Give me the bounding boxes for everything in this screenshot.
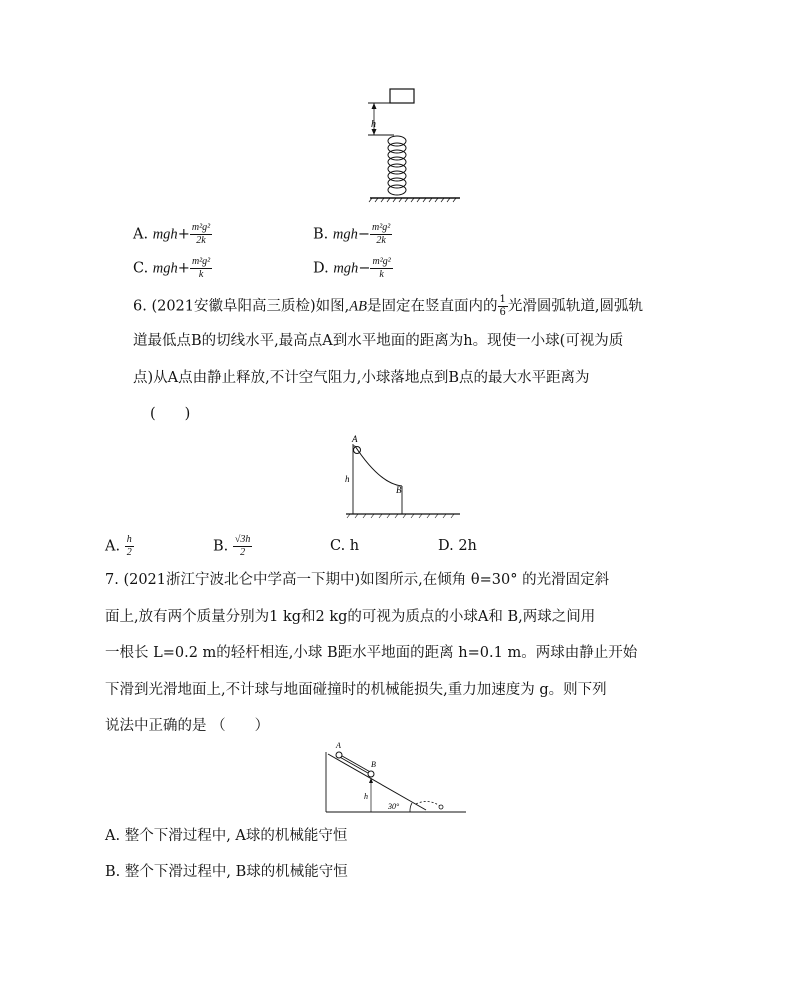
q5-option-a-den: 2k — [196, 235, 206, 246]
spring-block-figure — [360, 85, 470, 210]
q6-line-1-ab: AB — [349, 298, 367, 315]
q5-option-a[interactable] — [133, 222, 212, 247]
q5-option-d-prefix: D. — [313, 260, 334, 277]
q5-option-d-den: k — [379, 269, 384, 280]
q5-option-d-op: − — [358, 260, 371, 277]
q6-line-1-c: 光滑圆弧轨道,圆弧轨 — [507, 298, 643, 315]
q7-line-5: 说法中正确的是 （ ） — [105, 718, 270, 734]
q6-option-a-den: 2 — [126, 547, 132, 558]
q6-line-2: 道最低点B的切线水平,最高点A到水平地面的距离为h。现使一小球(可视为质 — [133, 333, 624, 349]
q7-line-3: 一根长 L=0.2 m的轻杆相连,小球 B距水平地面的距离 h=0.1 m。两球由静止开始 — [105, 645, 638, 661]
arc-track-figure — [340, 432, 465, 524]
q5-option-b-num: m²g² — [372, 222, 391, 233]
q5-option-a-op: + — [177, 226, 190, 243]
q5-option-c-den: k — [198, 269, 204, 280]
q5-option-a-num: m²g² — [191, 222, 211, 233]
q7-line-4: 下滑到光滑地面上,不计球与地面碰撞时的机械能损失,重力加速度为 g。则下列 — [105, 682, 607, 698]
q7-line-1: 7. (2021浙江宁波北仑中学高一下期中)如图所示,在倾角 θ=30° 的光滑固定斜 — [105, 572, 610, 588]
q6-answer-bracket: ( ) — [150, 406, 191, 422]
q6-fig-h-label: h — [345, 474, 350, 484]
q7-option-b[interactable]: B. 整个下滑过程中, B球的机械能守恒 — [105, 864, 348, 880]
q7-fig-angle-label: 30° — [388, 802, 400, 811]
q5-option-c-num: m²g² — [191, 256, 211, 267]
q5-option-b-prefix: B. — [313, 226, 333, 243]
q6-line-3: 点)从A点由静止释放,不计空气阻力,小球落地点到B点的最大水平距离为 — [133, 370, 590, 386]
q5-option-c-base: mgh — [152, 260, 178, 277]
q6-option-a[interactable] — [105, 534, 134, 559]
incline-figure — [320, 740, 470, 815]
q5-option-b[interactable] — [313, 222, 392, 247]
q6-fig-a-label: A — [352, 434, 358, 444]
q6-option-b-den: 2 — [240, 547, 246, 558]
q7-fig-h-label: h — [364, 792, 368, 801]
q6-option-d[interactable]: D. 2h — [438, 538, 477, 554]
q5-option-b-den: 2k — [376, 235, 386, 246]
q5-option-d-base: mgh — [333, 260, 359, 277]
q6-fig-b-label: B — [396, 485, 402, 495]
q6-option-b-num: √3h — [234, 534, 251, 545]
q5-option-c-op: + — [177, 260, 190, 277]
q5-option-c-prefix: C. — [133, 260, 153, 277]
q7-fig-a-label: A — [336, 741, 341, 750]
q6-option-b[interactable] — [213, 534, 252, 559]
q6-option-a-prefix: A. — [105, 538, 125, 555]
q6-line-1-b: 是固定在竖直面内的 — [367, 298, 498, 315]
q6-option-a-num: h — [126, 534, 132, 545]
q6-frac-den: 6 — [499, 307, 506, 318]
q5-option-d-num: m²g² — [372, 256, 391, 267]
q5-option-b-op: − — [357, 226, 371, 243]
q7-option-a[interactable]: A. 整个下滑过程中, A球的机械能守恒 — [105, 828, 348, 844]
spring-h-label: h — [371, 119, 376, 130]
q5-option-a-base: mgh — [152, 226, 178, 243]
q5-option-b-base: mgh — [332, 226, 358, 243]
q6-line-1-a: 6. (2021安徽阜阳高三质检)如图, — [133, 298, 350, 315]
q6-option-c[interactable]: C. h — [330, 538, 360, 554]
q5-option-a-prefix: A. — [133, 226, 153, 243]
q5-option-c[interactable] — [133, 256, 212, 281]
q6-option-b-prefix: B. — [213, 538, 233, 555]
q6-frac-num: 1 — [499, 294, 506, 305]
q5-option-d[interactable] — [313, 256, 393, 281]
q7-line-2: 面上,放有两个质量分别为1 kg和2 kg的可视为质点的小球A和 B,两球之间用 — [105, 609, 596, 625]
q6-line-1 — [133, 294, 643, 319]
q7-fig-b-label: B — [371, 760, 376, 769]
